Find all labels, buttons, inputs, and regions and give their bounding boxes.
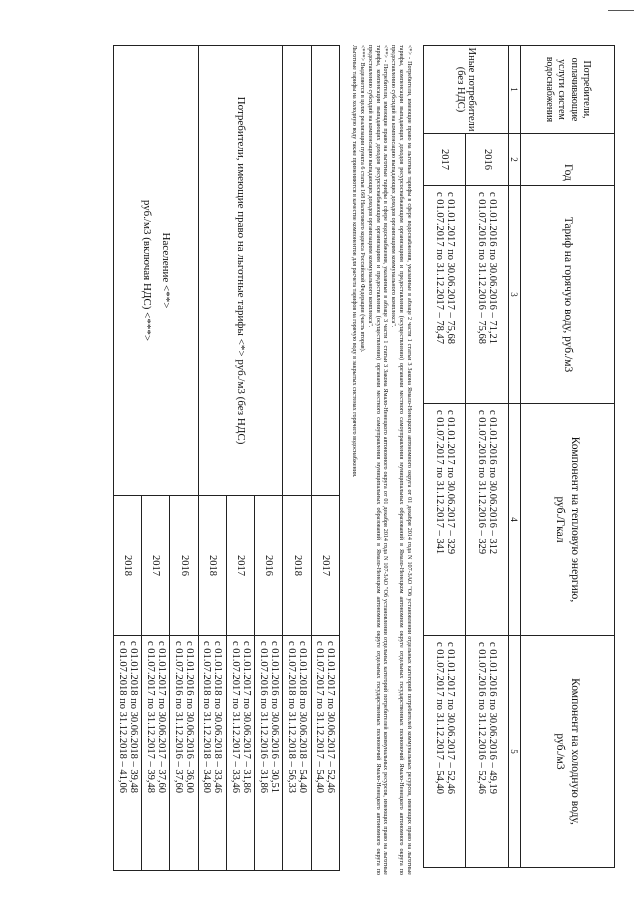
year-cell: 2018 — [283, 496, 311, 636]
column-header: Компонент на холодную воду, руб./м3 — [520, 636, 614, 868]
price-line: с 01.01.2016 по 30.06.2016 – 30,51 — [268, 641, 280, 794]
price-cell — [424, 636, 466, 868]
year-cell: 2017 — [142, 496, 170, 636]
footnote-paragraph: Льготные тарифы на холодную воду также применяются в качестве компонентов для расчета тарифов на горячую воду в закрытых системах горячего водоснабжения. — [351, 45, 358, 478]
table-cell-empty — [283, 46, 311, 496]
price-line: с 01.01.2017 по 30.06.2017 – 329 — [444, 410, 456, 555]
column-number: 1 — [508, 46, 520, 134]
price-line: с 01.07.2018 по 31.12.2018 – 41,06 — [116, 641, 128, 794]
price-line: с 01.07.2017 по 31.12.2017 – 78,47 — [433, 192, 445, 345]
price-line: с 01.01.2018 по 30.06.2018 – 54,40 — [297, 641, 309, 794]
price-line: с 01.01.2016 по 30.06.2016 – 36,00 — [184, 641, 196, 794]
footnote-paragraph: <*> - Потребители, имеющие право на льготные тарифы в сфере водоснабжения, указанные в абзаце 2 части 1 статьи 3 Закона Ямало-Ненецкого автономного округа от 01 декабря 2014 года N 107-ЗАО "Об установлении отдельных категорий потребителей коммунальных ресурсов, имеющих право на льготные тарифы, компенсации выпадающих доходов ресурсоснабжающим организациям и предоставлении (осуществлении) органами местного самоуправления муниципальных образований в Ямало-Ненецком автономном округе отдельных государственных полномочий Ямало-Ненецкого автономного округа по предоставлению субсидий на компенсацию выпадающих доходов организациям коммунального комплекса". — [390, 45, 412, 875]
category-label-line: руб./м3 (включая НДС) <***> — [140, 199, 153, 342]
tariff-table-continued — [113, 45, 340, 871]
price-cell — [466, 636, 508, 868]
price-line: с 01.07.2016 по 31.12.2016 – 75,68 — [476, 192, 488, 345]
price-line: с 01.07.2018 по 31.12.2018 – 34,80 — [201, 641, 213, 794]
category-label: Потребители, имеющие право на льготные тарифы <*> руб./м3 (без НДС) — [198, 46, 283, 496]
price-cell — [142, 636, 170, 871]
price-cell — [227, 636, 255, 871]
price-line: с 01.01.2017 по 30.06.2017 – 75,68 — [444, 192, 456, 345]
price-cell — [311, 636, 339, 871]
column-number: 5 — [508, 636, 520, 868]
price-line: с 01.01.2017 по 30.06.2017 – 52,46 — [325, 641, 337, 794]
price-line: с 01.07.2017 по 31.12.2017 – 33,46 — [229, 641, 241, 794]
price-line: с 01.07.2017 по 31.12.2017 – 39,48 — [144, 641, 156, 794]
price-line: с 01.07.2016 по 31.12.2016 – 329 — [476, 410, 488, 555]
component-tariff-table — [423, 45, 615, 868]
column-header: Тариф на горячую воду, руб./м3 — [520, 186, 614, 404]
price-line: с 01.01.2016 по 30.06.2016 – 312 — [487, 410, 499, 555]
price-line: с 01.07.2018 по 31.12.2018 – 56,33 — [286, 641, 298, 794]
consumer-label: Иные потребители (без НДС) — [424, 46, 509, 134]
price-cell — [466, 404, 508, 636]
year-cell: 2016 — [255, 496, 283, 636]
price-cell — [114, 636, 142, 871]
price-line: с 01.07.2016 по 31.12.2016 – 52,46 — [476, 642, 488, 795]
price-line: с 01.01.2018 по 30.06.2018 – 39,48 — [127, 641, 139, 794]
price-line: с 01.07.2017 по 31.12.2017 – 341 — [433, 410, 445, 555]
price-cell — [198, 636, 226, 871]
price-line: с 01.01.2016 по 30.06.2016 – 49,19 — [487, 642, 499, 795]
footnotes — [342, 45, 412, 875]
price-line: с 01.07.2016 по 31.12.2016 – 31,86 — [257, 641, 269, 794]
price-cell — [170, 636, 198, 871]
footnote-paragraph: <***> Выделяется в целях реализации пункта 6 статьи 168 Налогового кодекса Российской Федерации (часть вторая). — [358, 45, 365, 353]
price-cell — [424, 404, 466, 636]
column-number: 4 — [508, 404, 520, 636]
year-cell: 2017 — [311, 496, 339, 636]
column-number: 3 — [508, 186, 520, 404]
year-cell: 2018 — [114, 496, 142, 636]
table-cell-empty — [311, 46, 339, 496]
column-header: Год — [520, 134, 614, 186]
year-cell: 2018 — [198, 496, 226, 636]
footnote-paragraph: <**> - Потребители, имеющие право на льготные тарифы в сфере водоснабжения, указанные в абзаце 3 части 1 статьи 3 Закона Ямало-Ненецкого автономного округа от 01 декабря 2014 года N 107-ЗАО "Об установлении отдельных категорий потребителей коммунальных ресурсов, имеющих право на льготные тарифы, компенсации выпадающих доходов ресурсоснабжающим организациям и предоставлении (осуществлении) органами местного самоуправления муниципальных образований в Ямало-Ненецком автономном округе отдельных государственных полномочий Ямало-Ненецкого автономного округа по предоставлению субсидий на компенсацию выпадающих доходов организациям коммунального комплекса". — [366, 45, 389, 875]
year-cell: 2016 — [170, 496, 198, 636]
price-line: с 01.07.2017 по 31.12.2017 – 54,40 — [314, 641, 326, 794]
price-line: с 01.01.2017 по 30.06.2017 – 52,46 — [444, 642, 456, 795]
price-line: с 01.01.2017 по 30.06.2017 – 31,86 — [240, 641, 252, 794]
year-cell: 2016 — [466, 134, 508, 186]
column-number: 2 — [508, 134, 520, 186]
year-cell: 2017 — [424, 134, 466, 186]
price-line: с 01.01.2018 по 30.06.2018 – 33,46 — [212, 641, 224, 794]
price-cell — [255, 636, 283, 871]
price-cell — [283, 636, 311, 871]
price-line: с 01.01.2017 по 30.06.2017 – 37,60 — [155, 641, 167, 794]
price-line: с 01.01.2016 по 30.06.2016 – 71,21 — [487, 192, 499, 345]
year-cell: 2017 — [227, 496, 255, 636]
price-line: с 01.07.2016 по 31.12.2016 – 37,60 — [173, 641, 185, 794]
column-header: Компонент на тепловую энергию, руб./Гкал — [520, 404, 614, 636]
category-label — [114, 46, 199, 496]
category-label-line: Население <**> — [159, 232, 172, 309]
price-cell — [424, 186, 466, 404]
price-line: с 01.07.2017 по 31.12.2017 – 54,40 — [433, 642, 445, 795]
column-header: Потребители, оплачивающие услуги систем водоснабжения — [520, 46, 614, 134]
price-cell — [466, 186, 508, 404]
